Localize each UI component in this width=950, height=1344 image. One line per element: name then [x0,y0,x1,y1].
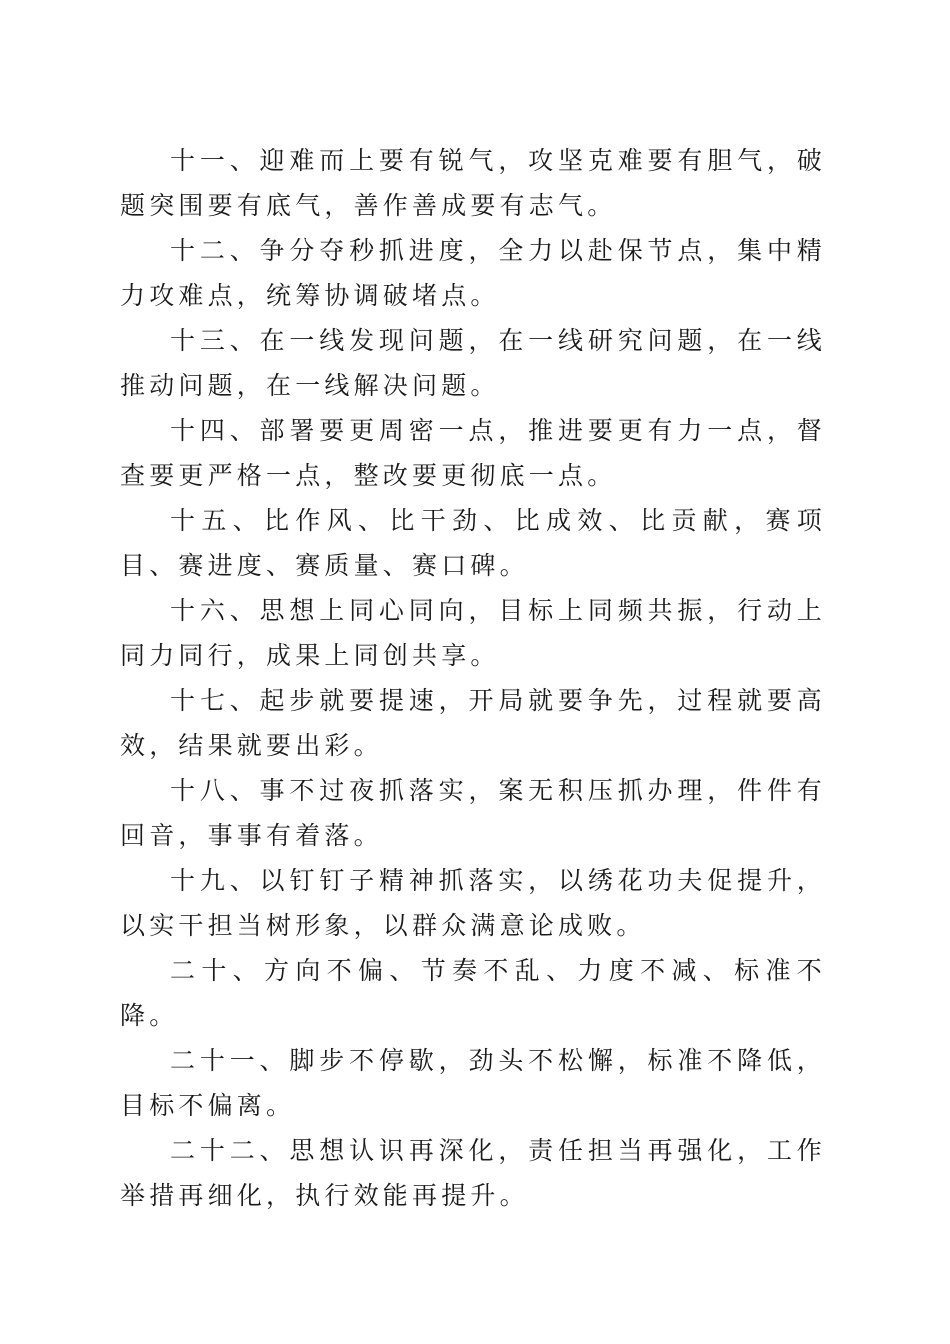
paragraph-12: 十二、争分夺秒抓进度，全力以赴保节点，集中精力攻难点，统筹协调破堵点。 [120,236,826,310]
paragraph-15: 十五、比作风、比干劲、比成效、比贡献，赛项目、赛进度、赛质量、赛口碑。 [120,506,826,580]
paragraph-13: 十三、在一线发现问题，在一线研究问题，在一线推动问题，在一线解决问题。 [120,326,826,400]
paragraph-17: 十七、起步就要提速，开局就要争先，过程就要高效，结果就要出彩。 [120,686,826,760]
paragraph-11: 十一、迎难而上要有锐气，攻坚克难要有胆气，破题突围要有底气，善作善成要有志气。 [120,146,826,220]
paragraph-22: 二十二、思想认识再深化，责任担当再强化，工作举措再细化，执行效能再提升。 [120,1136,826,1210]
paragraph-19: 十九、以钉钉子精神抓落实，以绣花功夫促提升，以实干担当树形象，以群众满意论成败。 [120,866,826,940]
paragraph-16: 十六、思想上同心同向，目标上同频共振，行动上同力同行，成果上同创共享。 [120,596,826,670]
paragraph-21: 二十一、脚步不停歇，劲头不松懈，标准不降低，目标不偏离。 [120,1046,826,1120]
paragraph-18: 十八、事不过夜抓落实，案无积压抓办理，件件有回音，事事有着落。 [120,776,826,850]
paragraph-14: 十四、部署要更周密一点，推进要更有力一点，督查要更严格一点，整改要更彻底一点。 [120,416,826,490]
document-body [120,138,826,1218]
paragraph-20: 二十、方向不偏、节奏不乱、力度不减、标准不降。 [120,956,826,1030]
